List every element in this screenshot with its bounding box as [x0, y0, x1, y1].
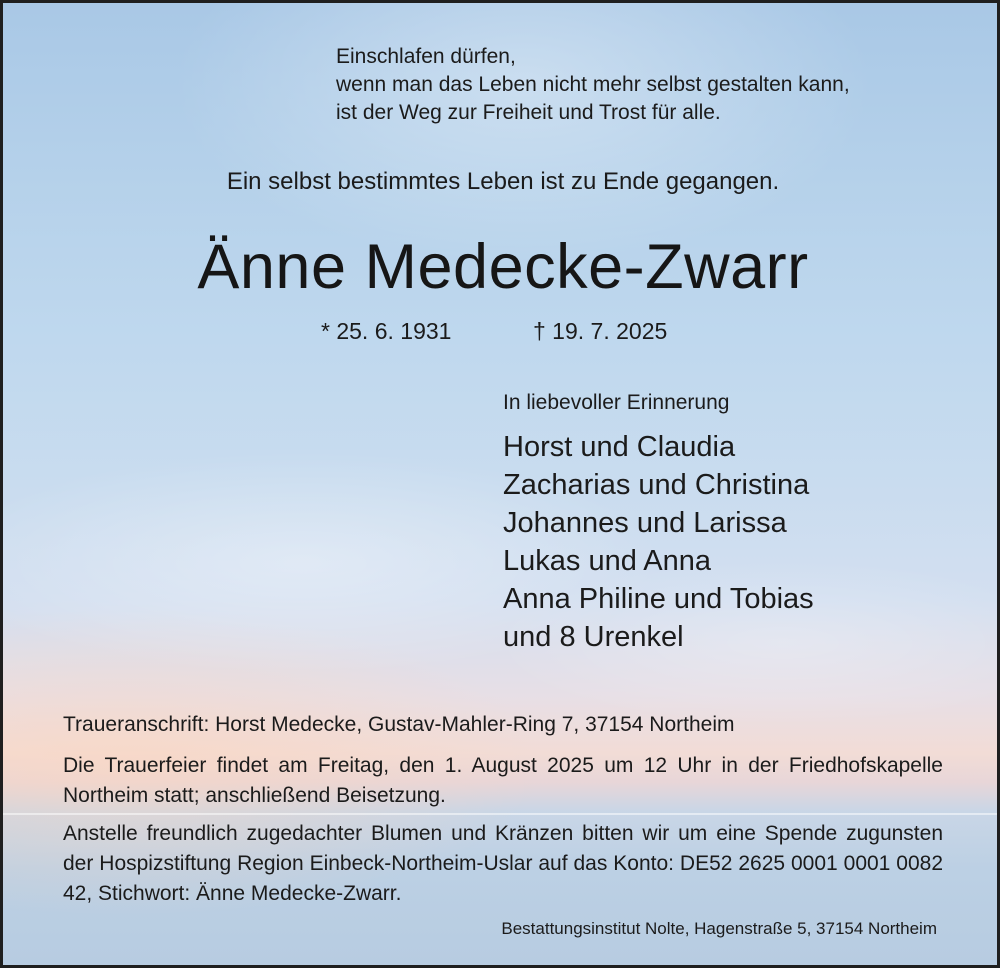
deceased-name: Änne Medecke-Zwarr [197, 232, 809, 302]
ceremony-text: Die Trauerfeier findet am Freitag, den 1. August 2025 um 12 Uhr in der Friedhofskapelle Northeim statt; anschließend Beisetzung. [63, 754, 943, 807]
poem-line: Einschlafen dürfen, [336, 45, 516, 68]
poem-line: wenn man das Leben nicht mehr selbst gestalten kann, [336, 73, 850, 96]
intro-text: Ein selbst bestimmtes Leben ist zu Ende gegangen. [226, 168, 780, 195]
birth-date: * 25. 6. 1931 [321, 318, 452, 344]
mourner-name: Horst und Claudia [503, 431, 736, 463]
mourners-heading: In liebevoller Erinnerung [503, 391, 730, 414]
donation-text: Anstelle freundlich zugedachter Blumen und Kränzen bitten wir um eine Spende zugunsten der Hospizstiftung Region Einbeck-Northeim-Uslar auf das Konto: DE52 2625 0001 0001 0082 42, Stichwort: Änne Medecke-Zwarr. [63, 822, 943, 905]
mourner-name: und 8 Urenkel [503, 621, 684, 653]
poem-line: ist der Weg zur Freiheit und Trost für alle. [336, 101, 721, 124]
mourner-name: Anna Philine und Tobias [503, 583, 814, 615]
mourner-name: Zacharias und Christina [503, 469, 810, 501]
mourner-name: Lukas und Anna [503, 545, 712, 577]
poem [336, 43, 850, 127]
funeral-home: Bestattungsinstitut Nolte, Hagenstraße 5, 37154 Northeim [501, 919, 937, 938]
mourning-address: Traueranschrift: Horst Medecke, Gustav-Mahler-Ring 7, 37154 Northeim [63, 713, 735, 736]
mourners-list [503, 428, 814, 656]
mourner-name: Johannes und Larissa [503, 507, 787, 539]
sea-horizon [3, 813, 997, 815]
death-date: † 19. 7. 2025 [533, 318, 668, 344]
